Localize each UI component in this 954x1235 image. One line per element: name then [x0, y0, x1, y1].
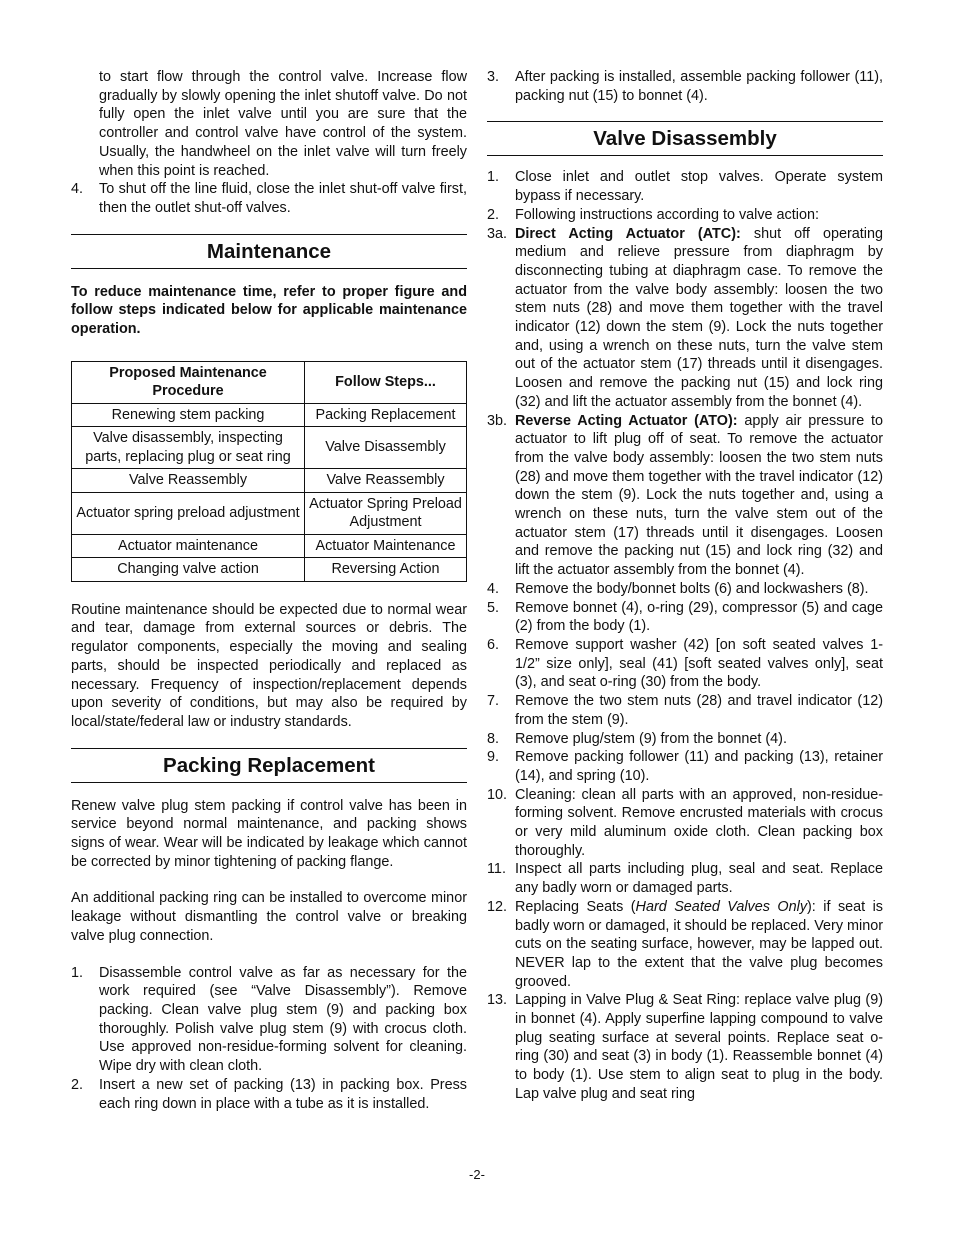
- page-number: -2-: [469, 1167, 485, 1182]
- maintenance-table: [71, 361, 467, 582]
- table-cell: Valve disassembly, inspecting parts, replacing plug or seat ring: [72, 427, 305, 469]
- step-number: 4.: [71, 181, 84, 198]
- step-number: 3a.: [487, 225, 508, 242]
- packing-paragraph-2: An additional packing ring can be installed to overcome minor leakage without dismantling the control valve or breaking valve plug connection.: [71, 890, 467, 944]
- table-cell: Actuator maintenance: [72, 534, 305, 558]
- step-text: Lapping in Valve Plug & Seat Ring: replace valve plug (9) in bonnet (4). Apply superfine lapping compound to valve plug seating surface at several points. Replace seat o-ring (30) and seat (3) in body (1). Reassemble bonnet (4) to body (1). Use stem to align seat to plug in the body. Lap valve plug and seat ring: [515, 992, 883, 1102]
- startup-step-4: [71, 180, 467, 217]
- table-cell: Valve Reassembly: [305, 469, 467, 493]
- list-item: [71, 1076, 467, 1113]
- step-text: Remove plug/stem (9) from the bonnet (4).: [515, 730, 787, 747]
- table-header-row: [72, 361, 467, 403]
- step-number: 7.: [487, 693, 500, 710]
- step-number: 5.: [487, 599, 500, 616]
- table-row: [72, 469, 467, 493]
- list-item: [487, 636, 883, 692]
- step-number: 13.: [487, 992, 508, 1009]
- intro-continuation: to start flow through the control valve. Increase flow gradually by slowly opening the inlet shutoff valve. Do not fully open the inlet valve until you are sure that the controller and control valve have control of the system. Usually, the handwheel on the inlet valve will turn freely when this point is reached.: [99, 69, 467, 179]
- step-text: After packing is installed, assemble packing follower (11), packing nut (15) to bonnet (4).: [515, 69, 883, 104]
- step-number: 1.: [487, 169, 500, 186]
- list-item: [487, 748, 883, 785]
- maintenance-intro: To reduce maintenance time, refer to proper figure and follow steps indicated below for applicable maintenance operation.: [71, 283, 467, 338]
- list-item: [487, 860, 883, 897]
- step-text: apply air pressure to actuator to lift plug off of seat. To remove the actuator from the valve body assembly: loosen the two stem nuts (28) and move them together with the travel indicator (12) down the stem (9). Lock the nuts together and, using a wrench on these nuts, turn the valve stem out of the actuator stem (17) threads until it disengages. Loosen and remove the packing nut (15) and lock ring (32) and lift the actuator assembly from the bonnet (4).: [515, 412, 883, 579]
- step-text: ): if seat is badly worn or damaged, it should be replaced. Very minor cuts on the seating surface, however, may be lapped out. NEVER lap to the extent that the valve plug becomes grooved.: [515, 898, 884, 990]
- step-number: 3.: [487, 69, 500, 85]
- step-text: Remove bonnet (4), o-ring (29), compressor (5) and cage (2) from the body (1).: [515, 599, 883, 635]
- step-text: shut off operating medium and relieve pressure from diaphragm by disconnecting tubing at diaphragm case. To remove the actuator from the valve body assembly: loosen the two stem nuts (28) and move them together with the travel indicator (12) down the stem (9). Lock the nuts together and, using a wrench on these nuts, turn the valve stem out of the actuator stem (17) threads until it disengages. Loosen and remove the packing nut (15) and lock ring (32) and lift the actuator assembly from the bonnet (4).: [515, 225, 883, 410]
- list-item: [487, 599, 883, 636]
- step-number: 6.: [487, 636, 500, 653]
- packing-step-3: [487, 68, 883, 105]
- table-cell: Valve Reassembly: [72, 469, 305, 493]
- step-number: 8.: [487, 730, 500, 747]
- step-text: Remove the two stem nuts (28) and travel indicator (12) from the stem (9).: [515, 693, 883, 728]
- table-row: [72, 427, 467, 469]
- step-number: 4.: [487, 580, 500, 597]
- disassembly-steps-list: [487, 168, 883, 1103]
- step-number: 10.: [487, 786, 508, 803]
- valve-disassembly-heading: Valve Disassembly: [487, 121, 883, 156]
- step-bold-label: Reverse Acting Actuator (ATO):: [515, 412, 738, 429]
- table-cell: Actuator Maintenance: [305, 534, 467, 558]
- list-item: [487, 412, 883, 580]
- table-cell: Actuator Spring Preload Adjustment: [305, 492, 467, 534]
- table-cell: Reversing Action: [305, 558, 467, 582]
- step-number: 12.: [487, 898, 508, 915]
- step-text: Close inlet and outlet stop valves. Operate system bypass if necessary.: [515, 169, 883, 205]
- packing-paragraph-1: Renew valve plug stem packing if control valve has been in service beyond normal maintenance, and packing shows signs of wear. Wear will be indicated by leakage which cannot be corrected by minor tightening of packing flange.: [71, 797, 467, 870]
- list-item: [71, 964, 467, 1076]
- table-cell: Renewing stem packing: [72, 403, 305, 427]
- step-bold-label: Direct Acting Actuator (ATC):: [515, 225, 741, 242]
- step-text: Remove packing follower (11) and packing (13), retainer (14), and spring (10).: [515, 749, 883, 784]
- step-number: 2.: [71, 1076, 84, 1093]
- list-item: [487, 580, 883, 599]
- step-number: 3b.: [487, 412, 508, 429]
- step-text: Inspect all parts including plug, seal and seat. Replace any badly worn or damaged parts.: [515, 861, 883, 897]
- list-item: [487, 898, 883, 992]
- packing-steps-list: [71, 964, 467, 1114]
- step-text: To shut off the line fluid, close the inlet shut-off valve first, then the outlet shut-off valves.: [99, 181, 467, 216]
- table-header: Follow Steps...: [305, 361, 467, 403]
- table-header: Proposed Maintenance Procedure: [72, 361, 305, 403]
- step-number: 11.: [487, 861, 506, 878]
- step-text: Insert a new set of packing (13) in packing box. Press each ring down in place with a tube as it is installed.: [99, 1076, 467, 1112]
- table-cell: Changing valve action: [72, 558, 305, 582]
- step-number: 1.: [71, 964, 84, 981]
- maintenance-heading: Maintenance: [71, 234, 467, 269]
- list-item: [487, 225, 883, 412]
- routine-maintenance-paragraph: Routine maintenance should be expected due to normal wear and tear, damage from external sources or debris. The regulator components, especially the moving and sealing parts, should be inspected periodically and replaced as necessary. Frequency of inspection/replacement depends upon severity of conditions, but may also be required by local/state/federal law or industry standards.: [71, 601, 467, 730]
- list-item: [487, 692, 883, 729]
- list-item: [487, 786, 883, 861]
- step-number: 2.: [487, 206, 500, 223]
- right-column: [487, 68, 883, 1104]
- table-cell: Actuator spring preload adjustment: [72, 492, 305, 534]
- step-text: Disassemble control valve as far as necessary for the work required (see “Valve Disassembly”). Remove packing. Clean valve plug stem (9) and packing box thoroughly. Polish valve plug stem (9) with crocus cloth. Use approved non-residue-forming solvent for cleaning. Wipe dry with clean cloth.: [99, 964, 467, 1075]
- left-column: [71, 68, 467, 1113]
- step-text: Remove the body/bonnet bolts (6) and lockwashers (8).: [515, 580, 869, 597]
- list-item: [487, 206, 883, 225]
- step-number: 9.: [487, 749, 500, 766]
- table-cell: Valve Disassembly: [305, 427, 467, 469]
- table-row: [72, 492, 467, 534]
- list-item: [487, 991, 883, 1103]
- table-row: [72, 558, 467, 582]
- table-cell: Packing Replacement: [305, 403, 467, 427]
- step-italic: Hard Seated Valves Only: [635, 898, 808, 915]
- list-item: [487, 730, 883, 749]
- step-text: Cleaning: clean all parts with an approved, non-residue-forming solvent. Remove encrusted materials with crocus or very mild aluminum oxide cloth. Clean packing box thoroughly.: [515, 786, 883, 859]
- step-text: Remove support washer (42) [on soft seated valves 1-1/2” size only], seal (41) [soft seated valves only], seat (3), and seat o-ring (30) from the body.: [515, 636, 883, 691]
- step-text-prefix: Replacing Seats (: [515, 898, 636, 915]
- table-row: [72, 403, 467, 427]
- packing-replacement-heading: Packing Replacement: [71, 748, 467, 783]
- table-row: [72, 534, 467, 558]
- step-text: Following instructions according to valve action:: [515, 206, 819, 223]
- list-item: [487, 168, 883, 205]
